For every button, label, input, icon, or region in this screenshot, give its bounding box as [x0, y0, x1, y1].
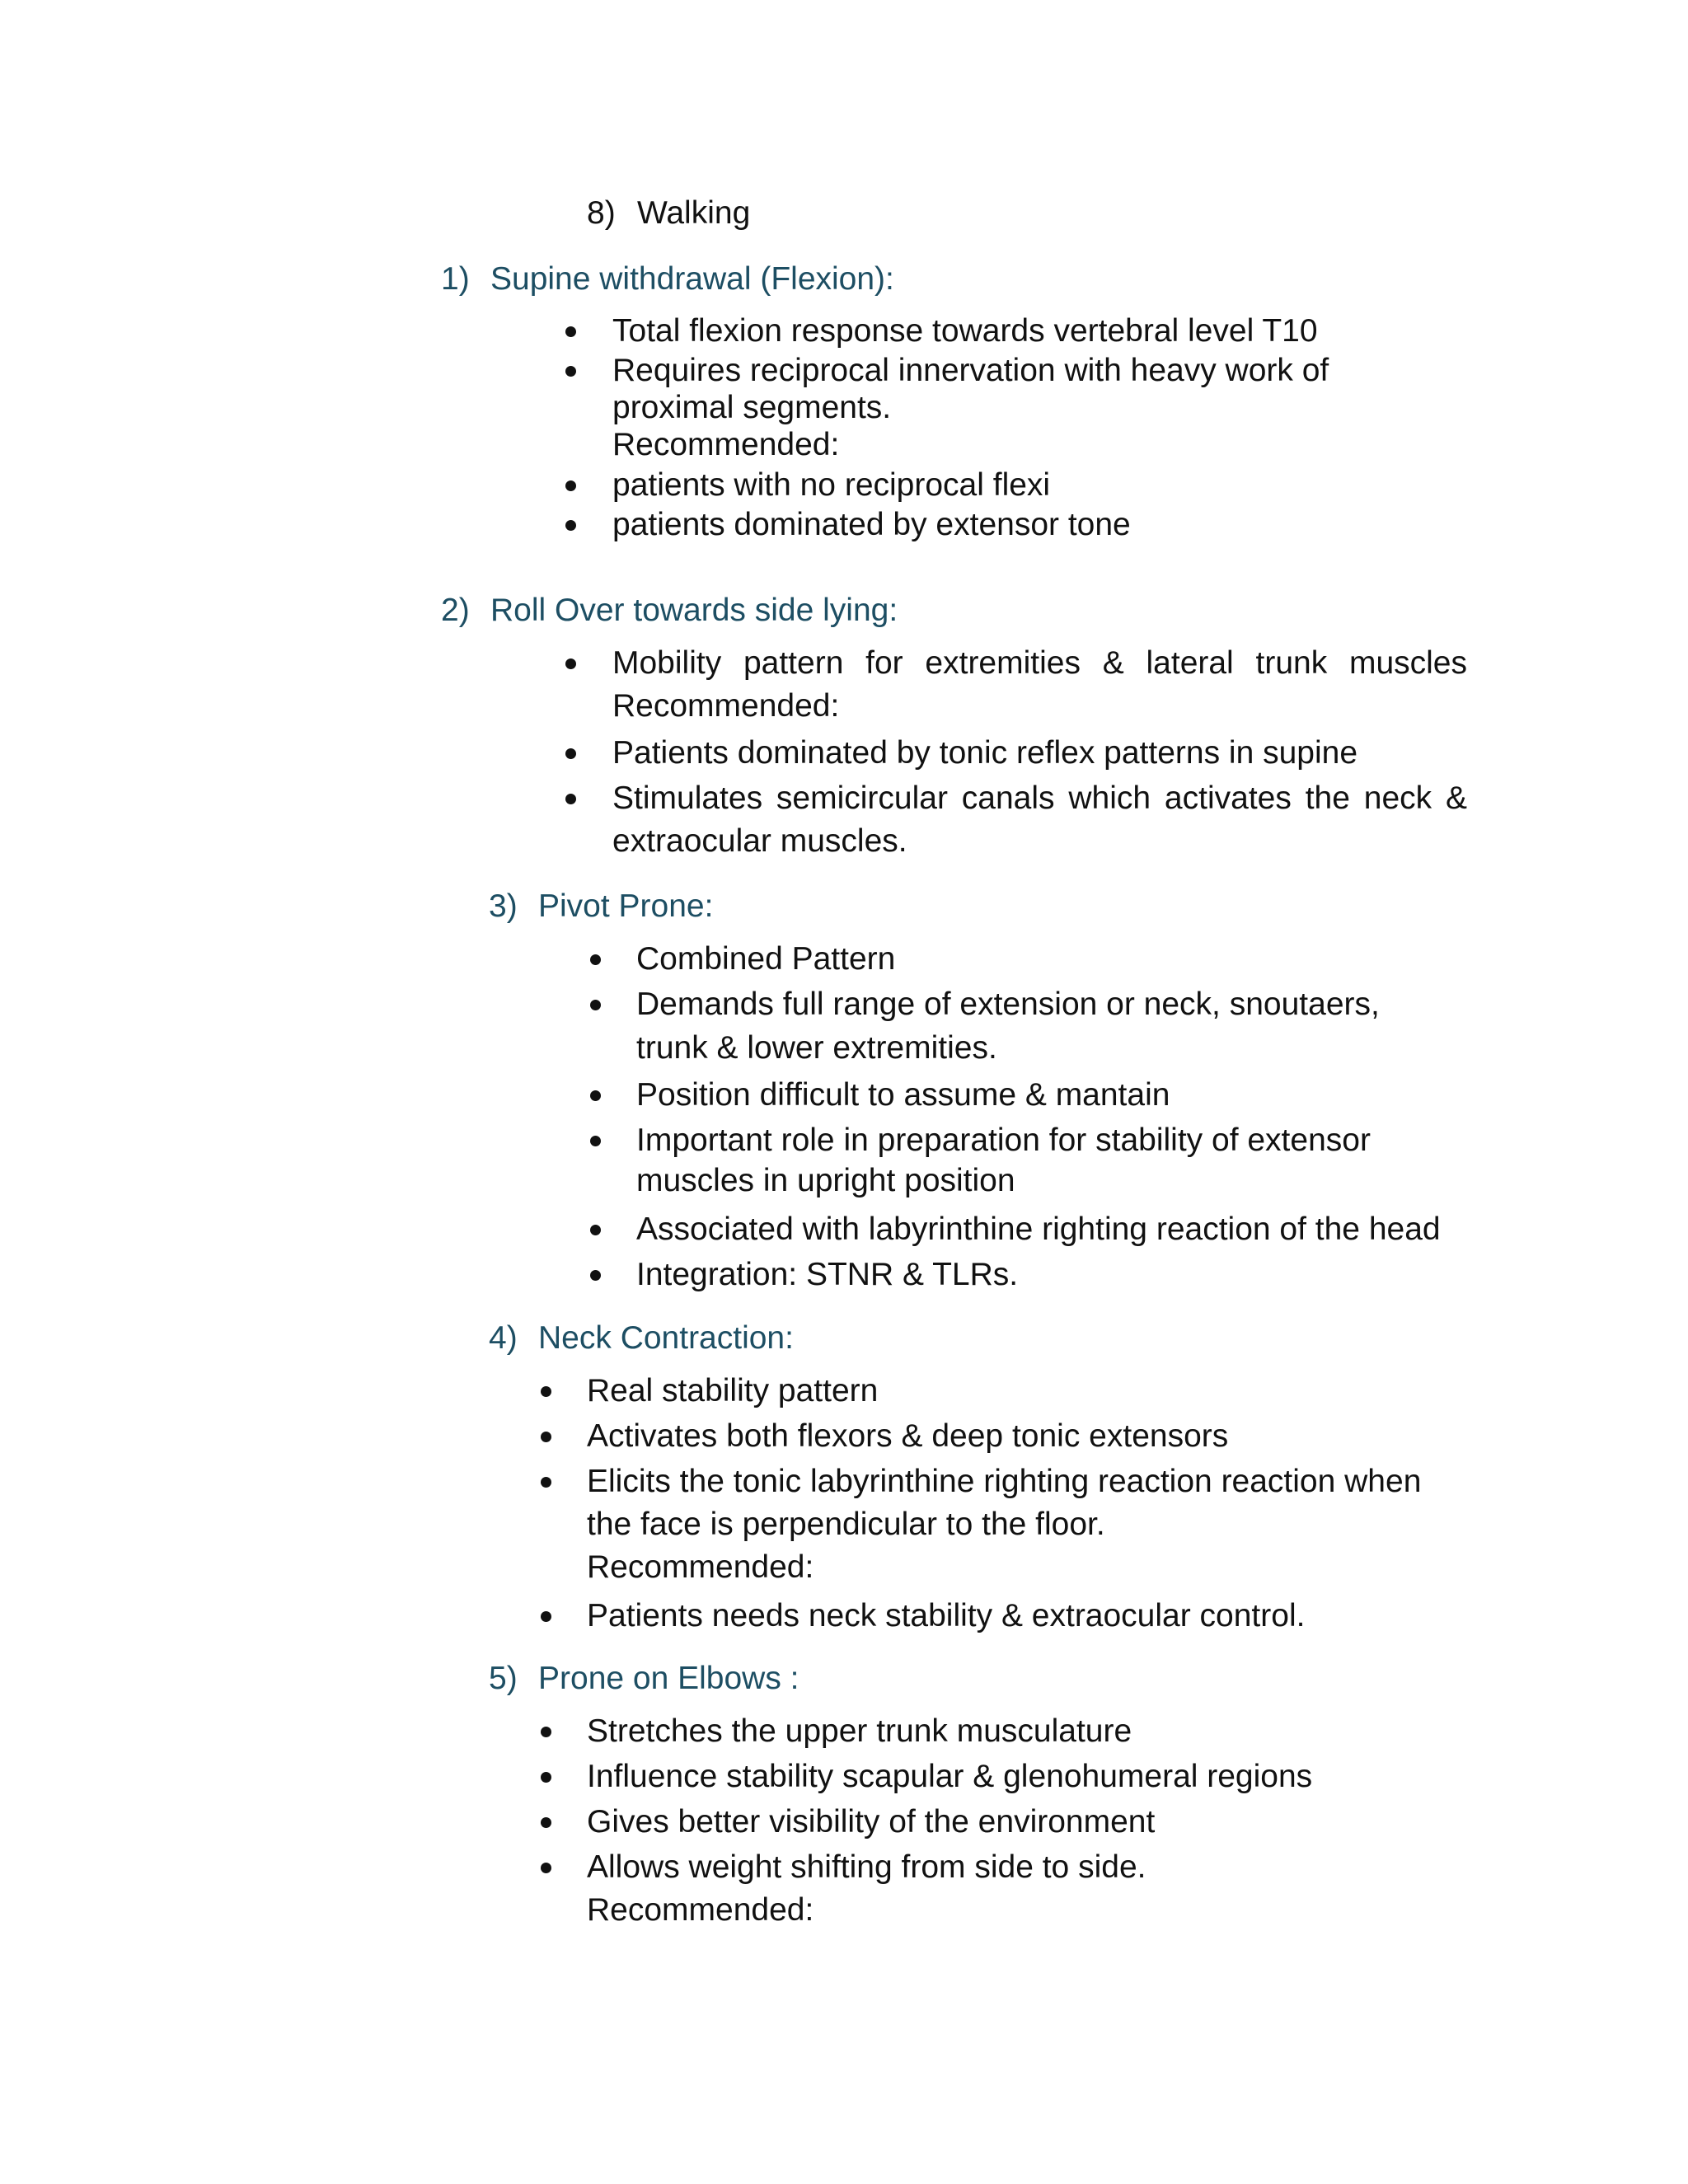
bullet-dot	[541, 1386, 551, 1397]
bullet-text-continuation: the face is perpendicular to the floor.	[587, 1507, 1105, 1542]
recommended-label: Recommended:	[587, 1549, 814, 1585]
bullet-text: Integration: STNR & TLRs.	[636, 1257, 1019, 1292]
bullet-text: Total flexion response towards vertebral level T10	[612, 313, 1318, 349]
section-number: 5)	[489, 1661, 518, 1696]
bullet-dot	[565, 748, 576, 759]
bullet-dot	[565, 658, 576, 669]
bullet-text: Associated with labyrinthine righting reaction of the head	[636, 1212, 1441, 1247]
bullet-text: Activates both flexors & deep tonic extensors	[587, 1418, 1229, 1454]
list-number: 8)	[587, 195, 616, 231]
bullet-text: patients with no reciprocal flexi	[612, 467, 1051, 503]
bullet-dot	[565, 520, 576, 531]
bullet-text: Mobility pattern for extremities & lateral trunk muscles	[612, 645, 1467, 681]
section-number: 2)	[441, 593, 470, 628]
bullet-dot	[590, 1136, 601, 1146]
section-number: 4)	[489, 1320, 518, 1356]
bullet-text: Combined Pattern	[636, 941, 896, 977]
recommended-label: Recommended:	[587, 1892, 814, 1928]
bullet-dot	[565, 480, 576, 491]
bullet-dot	[590, 1225, 601, 1235]
bullet-text: Patients dominated by tonic reflex patterns in supine	[612, 735, 1358, 771]
bullet-text: Stretches the upper trunk musculature	[587, 1713, 1132, 1749]
bullet-dot	[590, 954, 601, 965]
bullet-text: Patients needs neck stability & extraocular control.	[587, 1598, 1306, 1633]
bullet-text: Elicits the tonic labyrinthine righting reaction reaction when	[587, 1464, 1422, 1499]
bullet-dot	[541, 1477, 551, 1488]
bullet-dot	[590, 1000, 601, 1010]
section-heading: Prone on Elbows :	[538, 1661, 799, 1696]
section-heading: Pivot Prone:	[538, 888, 714, 924]
bullet-dot	[541, 1611, 551, 1622]
bullet-text: Position difficult to assume & mantain	[636, 1077, 1170, 1113]
bullet-text: Requires reciprocal innervation with heavy work of	[612, 353, 1329, 388]
bullet-text: patients dominated by extensor tone	[612, 507, 1131, 542]
recommended-label: Recommended:	[612, 688, 840, 724]
bullet-text: Gives better visibility of the environment	[587, 1804, 1156, 1840]
section-number: 1)	[441, 261, 470, 297]
bullet-text: Real stability pattern	[587, 1373, 879, 1408]
bullet-text-continuation: muscles in upright position	[636, 1163, 1015, 1198]
bullet-text: Stimulates semicircular canals which activates the neck &	[612, 780, 1467, 816]
list-item-text: Walking	[637, 195, 751, 231]
bullet-text-continuation: extraocular muscles.	[612, 823, 907, 859]
bullet-dot	[541, 1772, 551, 1783]
recommended-label: Recommended:	[612, 427, 840, 462]
bullet-dot	[590, 1270, 601, 1281]
bullet-text: Allows weight shifting from side to side.	[587, 1849, 1146, 1885]
bullet-dot	[565, 326, 576, 337]
bullet-dot	[541, 1432, 551, 1442]
section-heading: Supine withdrawal (Flexion):	[490, 261, 894, 297]
bullet-dot	[541, 1727, 551, 1737]
bullet-text: Important role in preparation for stability of extensor	[636, 1122, 1371, 1158]
bullet-text-continuation: trunk & lower extremities.	[636, 1030, 997, 1066]
section-number: 3)	[489, 888, 518, 924]
section-heading: Roll Over towards side lying:	[490, 593, 898, 628]
bullet-dot	[541, 1817, 551, 1828]
bullet-text: Demands full range of extension or neck, snoutaers,	[636, 987, 1380, 1022]
section-heading: Neck Contraction:	[538, 1320, 794, 1356]
bullet-text-continuation: proximal segments.	[612, 390, 892, 425]
bullet-dot	[565, 366, 576, 377]
bullet-dot	[541, 1863, 551, 1873]
bullet-dot	[565, 794, 576, 804]
bullet-dot	[590, 1090, 601, 1101]
bullet-text: Influence stability scapular & glenohumeral regions	[587, 1759, 1313, 1794]
